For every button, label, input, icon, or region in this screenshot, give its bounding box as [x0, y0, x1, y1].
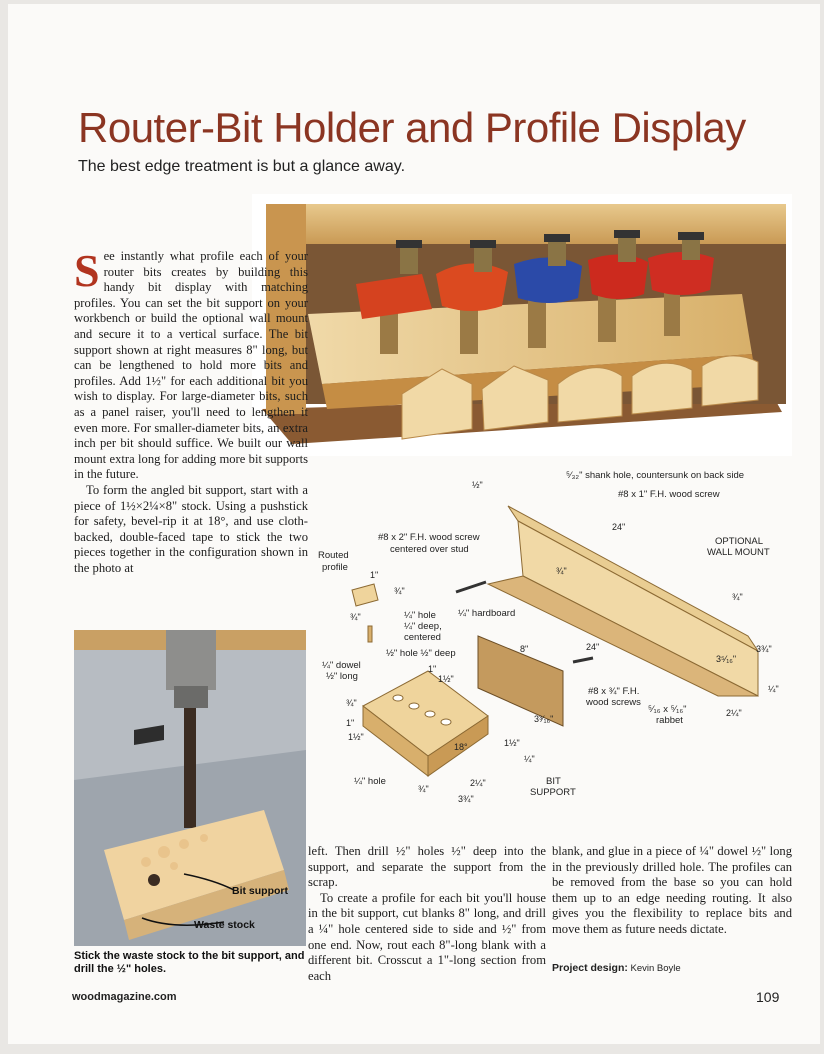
label-hole-quarter-1: ¼" hole — [404, 610, 436, 621]
dim-34-c: ¾" — [350, 612, 361, 622]
dim-14: ¼" — [524, 754, 535, 764]
dim-334-b: 3¾" — [756, 644, 772, 654]
paragraph-4: To create a profile for each bit you'll house in the bit support, cut blanks 8" long, and drill a ¼" hole centered side to side and ½" from one end. Now, rout each 8"-long blank with a different bit. Crosscut a 1"-long section from each — [308, 890, 546, 983]
article-column-1 — [74, 245, 308, 576]
label-optional: OPTIONAL — [715, 536, 764, 547]
label-waste-stock: Waste stock — [194, 919, 255, 931]
label-centered-over-stud: centered over stud — [390, 544, 469, 555]
paragraph-1: ee instantly what profile each of your router bits creates by building this handy bit display with matching profiles. You can set the bit support on your workbench or build the optional wall mount and secure it to a vertical surface. The bit support shown at right measures 8" long, but can be lengthened to hold more bits and profiles. Add 1½" for each additional bit you wish to display. For large-diameter bits, such as a panel raiser, you'll need to lengthen it even more. For smaller-diameter bits, an extra inch per bit should suffice. We built our wall mount extra long for adding more bit supports in the future. — [74, 249, 308, 482]
label-routed: Routed — [318, 550, 349, 561]
router-bit-display-photo — [252, 194, 792, 456]
label-hole-quarter-2: ¼" deep, — [404, 621, 442, 632]
label-hardboard: ¼" hardboard — [458, 608, 516, 619]
label-wood-screw-2in: #8 x 2" F.H. wood screw — [378, 532, 480, 543]
dim-18deg: 18° — [454, 742, 468, 752]
drop-cap: S — [74, 245, 100, 296]
dim-34-d: ¾" — [346, 698, 357, 708]
dim-14-b: ¼" — [768, 684, 779, 694]
label-hole-half: ½" hole ½" deep — [386, 648, 456, 659]
dim-1half-c: 1½" — [504, 738, 520, 748]
dim-34-f: ¾" — [732, 592, 743, 602]
screw-icon — [456, 582, 486, 592]
label-support: SUPPORT — [530, 787, 576, 798]
dim-34-b: ¾" — [394, 586, 405, 596]
article-title: Router-Bit Holder and Profile Display — [78, 104, 746, 151]
dim-1half: 1½" — [438, 674, 454, 684]
dim-214: 2¼" — [470, 778, 486, 788]
photo-caption: Stick the waste stock to the bit support, and drill the ½" holes. — [74, 950, 305, 975]
label-wood-screws-34-2: wood screws — [586, 697, 641, 708]
label-wall-mount: WALL MOUNT — [707, 547, 770, 558]
dim-24-top: 24" — [612, 522, 626, 532]
paragraph-3: left. Then drill ½" holes ½" deep into the support, and separate the support from the scrap. — [308, 844, 546, 890]
article-subtitle: The best edge treatment is but a glance away. — [78, 158, 406, 175]
dim-half-top: ½" — [472, 480, 483, 490]
dim-334: 3¾" — [458, 794, 474, 804]
profile-block-5 — [702, 356, 758, 406]
drill-press-photo — [74, 630, 306, 946]
page-number: 109 — [756, 989, 780, 1005]
magazine-page — [8, 4, 820, 1044]
label-rabbet-1: ⁵⁄₁₆ x ⁵⁄₁₆" — [648, 704, 687, 715]
dim-3516: 3⁵⁄₁₆" — [716, 654, 737, 664]
label-wood-screws-34-1: #8 x ¾" F.H. — [588, 686, 640, 697]
article-column-3 — [552, 844, 792, 938]
design-label: Project design: — [552, 962, 628, 974]
label-bit-support: Bit support — [232, 885, 288, 897]
profile-block-4 — [632, 363, 692, 414]
paragraph-5: blank, and glue in a piece of ¼" dowel ½" long in the previously drilled hole. The profiles can be removed from the base so you can hold them up to an edge needing routing. It also gives you the flexibility to replace bits and move them as future needs dictate. — [552, 844, 792, 936]
exploded-diagram — [308, 466, 798, 806]
dim-3316: 3³⁄₁₆" — [534, 714, 554, 724]
label-bottom-hole: ¼" hole — [354, 776, 386, 787]
dim-34-a: ¾" — [556, 566, 567, 576]
label-shank-hole: ⁵⁄₃₂" shank hole, countersunk on back side — [566, 470, 745, 481]
label-bit: BIT — [546, 776, 561, 787]
dim-1-b: 1" — [428, 664, 437, 674]
paragraph-2: To form the angled bit support, start with a piece of 1½×2¼×8" stock. Using a pushstick for safety, bevel-rip it at 18°, and use cloth-backed, double-faced tape to stick the two pieces together in the configuration shown in the photo at — [74, 482, 308, 575]
project-design-credit — [552, 962, 681, 974]
design-name: Kevin Boyle — [630, 963, 681, 974]
label-rabbet-2: rabbet — [656, 715, 683, 726]
dim-1: 1" — [370, 570, 379, 580]
label-dowel-1: ¼" dowel — [322, 660, 361, 671]
footer-url: woodmagazine.com — [72, 991, 177, 1003]
dim-1half-b: 1½" — [348, 732, 364, 742]
dim-34-e: ¾" — [418, 784, 429, 794]
dim-1-c: 1" — [346, 718, 355, 728]
label-profile: profile — [322, 562, 348, 573]
dim-214-b: 2¼" — [726, 708, 742, 718]
dim-24-mid: 24" — [586, 642, 600, 652]
label-dowel-2: ½" long — [326, 671, 358, 682]
label-hole-quarter-3: centered — [404, 632, 441, 643]
screw-icon-2 — [573, 658, 593, 662]
article-column-2 — [308, 844, 546, 984]
dim-8: 8" — [520, 644, 529, 654]
bit-support-drawing — [363, 671, 488, 776]
label-wood-screw-1in: #8 x 1" F.H. wood screw — [618, 489, 720, 500]
